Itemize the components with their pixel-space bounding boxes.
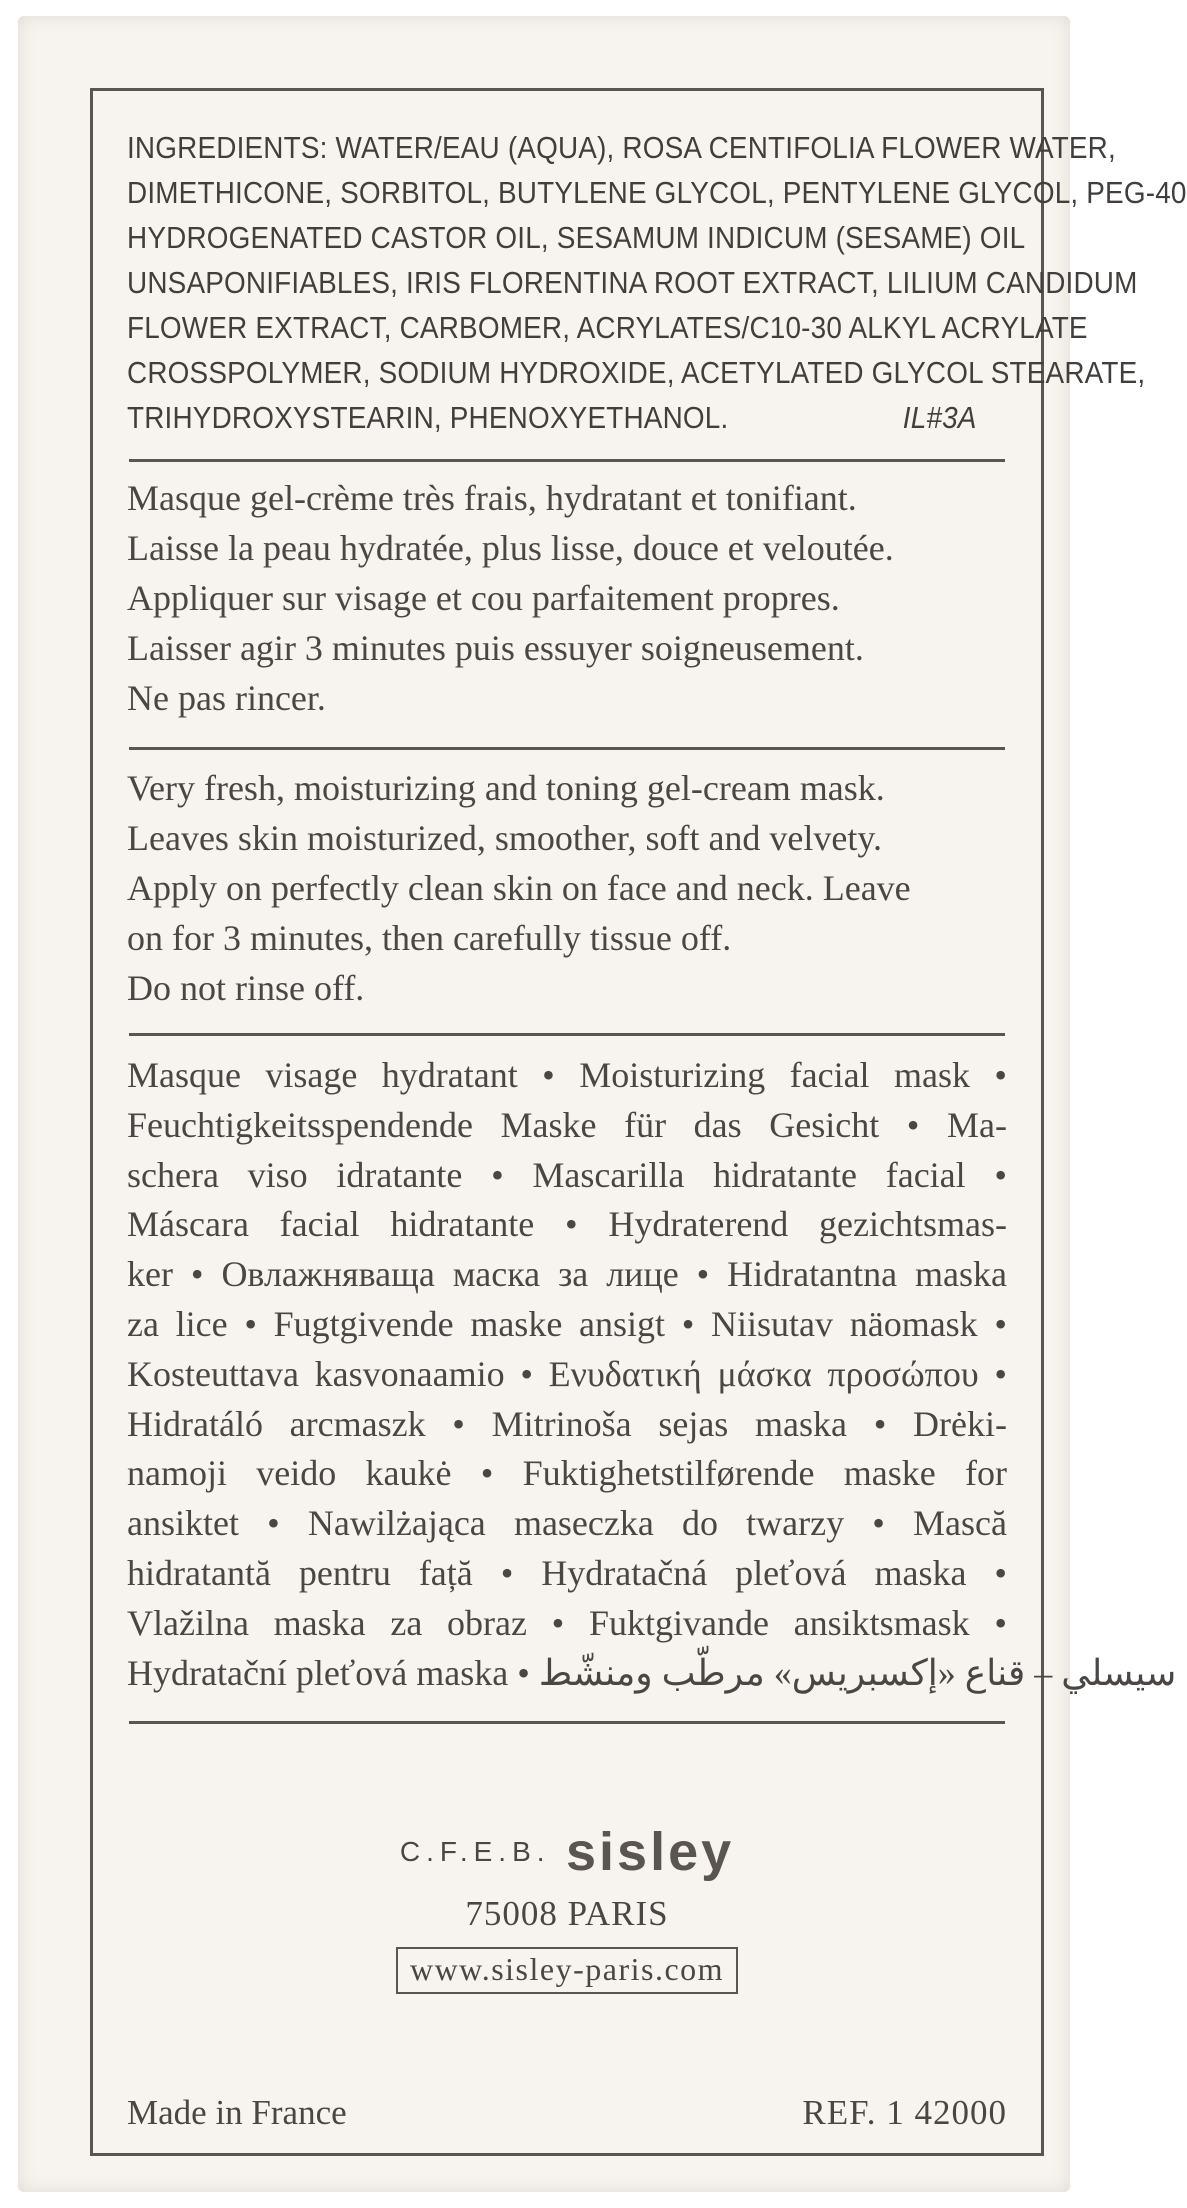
ingredients-line: DIMETHICONE, SORBITOL, BUTYLENE GLYCOL, PENTYLENE GLYCOL, PEG-40 <box>127 175 1187 210</box>
english-line: Apply on perfectly clean skin on face and neck. Leave <box>127 868 911 908</box>
product-reference: REF. 1 42000 <box>802 2093 1007 2132</box>
english-line: Very fresh, moisturizing and toning gel-cream mask. <box>127 768 885 808</box>
website-address: www.sisley-paris.com <box>396 1947 738 1994</box>
french-line: Ne pas rincer. <box>127 678 326 718</box>
website-container <box>93 1947 1041 1994</box>
lot-code: IL#3A <box>902 400 977 435</box>
english-line: Do not rinse off. <box>127 968 365 1008</box>
divider-rule <box>129 1033 1005 1036</box>
product-carton-panel <box>18 16 1187 2192</box>
translation-line: namoji veido kaukė • Fuktighetstilførende maske for <box>127 1453 1007 1494</box>
translation-line: Hidratáló arcmaszk • Mitrinoša sejas maska • Drėki- <box>127 1403 1007 1444</box>
french-line: Masque gel-crème très frais, hydratant et tonifiant. <box>127 478 857 518</box>
english-line: Leaves skin moisturized, smoother, soft and velvety. <box>127 818 883 858</box>
ingredients-line: TRIHYDROXYSTEARIN, PHENOXYETHANOL. <box>127 400 729 435</box>
ingredients-last-line <box>127 395 1027 440</box>
divider-rule <box>129 747 1005 750</box>
country-of-origin: Made in France <box>127 2093 347 2132</box>
translation-line: ker • Овлажняваща маска за лице • Hidratantna maska <box>127 1254 1007 1295</box>
french-line: Laisser agir 3 minutes puis essuyer soigneusement. <box>127 628 864 668</box>
ingredients-line: INGREDIENTS: WATER/EAU (AQUA), ROSA CENTIFOLIA FLOWER WATER, <box>127 130 1116 165</box>
brand-logo: sisley <box>566 1822 735 1882</box>
french-line: Laisse la peau hydratée, plus lisse, douce et veloutée. <box>127 528 894 568</box>
brand-signature <box>93 1821 1041 1883</box>
multilingual-product-names <box>127 1051 1177 1698</box>
divider-rule <box>129 1721 1005 1724</box>
translation-line: Masque visage hydratant • Moisturizing facial mask • <box>127 1055 1007 1095</box>
french-description <box>127 473 1007 723</box>
ingredients-line: CROSSPOLYMER, SODIUM HYDROXIDE, ACETYLATED GLYCOL STEARATE, <box>127 355 1146 390</box>
company-prefix: C.F.E.B. <box>399 1836 551 1867</box>
ingredients-list <box>127 125 1187 440</box>
french-line: Appliquer sur visage et cou parfaitement propres. <box>127 578 840 618</box>
ingredients-line: FLOWER EXTRACT, CARBOMER, ACRYLATES/C10-30 ALKYL ACRYLATE <box>127 310 1088 345</box>
translation-line: Hydratační pleťová maska • سيسلي – قناع «إكسبريس» مرطّب ومنشّط <box>127 1652 1177 1693</box>
translation-line: ansiktet • Nawilżająca maseczka do twarzy • Mască <box>127 1503 1007 1544</box>
translation-line: Feuchtigkeitsspendende Maske für das Gesicht • Ma- <box>127 1104 1007 1145</box>
company-city: 75008 PARIS <box>465 1894 669 1933</box>
translation-line: Máscara facial hidratante • Hydraterend gezichtsmas- <box>127 1204 1007 1245</box>
translation-line: Kosteuttava kasvonaamio • Ενυδατική μάσκα προσώπου • <box>127 1353 1007 1394</box>
translation-line: Vlažilna maska za obraz • Fuktgivande ansiktsmask • <box>127 1602 1007 1643</box>
label-frame <box>90 88 1187 2156</box>
translation-line: schera viso idratante • Mascarilla hidratante facial • <box>127 1154 1007 1195</box>
divider-rule <box>129 459 1005 462</box>
translation-line: za lice • Fugtgivende maske ansigt • Niisutav näomask • <box>127 1303 1007 1344</box>
translation-line: hidratantă pentru față • Hydratačná pleťová maska • <box>127 1552 1007 1593</box>
english-description <box>127 763 1007 1013</box>
english-line: on for 3 minutes, then carefully tissue off. <box>127 918 732 958</box>
ingredients-line: UNSAPONIFIABLES, IRIS FLORENTINA ROOT EXTRACT, LILIUM CANDIDUM <box>127 265 1138 300</box>
ingredients-line: HYDROGENATED CASTOR OIL, SESAMUM INDICUM (SESAME) OIL <box>127 220 1026 255</box>
